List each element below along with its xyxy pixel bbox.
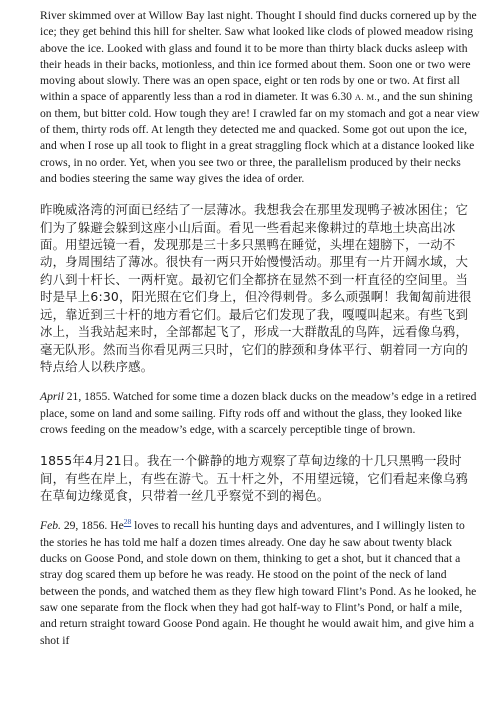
- entry-1-chinese: 昨晚威洛湾的河面已经结了一层薄冰。我想我会在那里发现鸭子被冰困住；它们为了躲避会躲到这座小山后面。看见一些看起来像耕过的草地土块高出冰面。用望远镜一看，发现那是三十多只黑鸭在睡觉，头埋在翅膀下，一动不动，身周围结了薄冰。很快有一两只开始慢慢活动。那里有一片开阔水域，大约八到十杆长、一两杆宽。最初它们全都挤在显然不到一杆直径的空间里。当时是早上6:30，阳光照在它们身上，但冷得刺骨。多么顽强啊！我匍匐前进很远，靠近到三十杆的地方看它们。最后它们发现了我，嘎嘎叫起来。有些飞到冰上，当我站起来时，全部都起飞了，形成一大群散乱的鸟阵，远看像乌鸦，毫无队形。然而当你看见两三只时，它们的脖颈和身体平行、朝着同一方向的特点给人以秩序感。: [40, 202, 472, 374]
- time-abbreviation: A. M.: [354, 92, 377, 103]
- entry-1-english-part-1: River skimmed over at Willow Bay last night. Thought I should find ducks cornered up by the ice; they get behind this hill for shelter. Saw what looked like clods of plowed meadow rising above the ice. Looked with glass and found it to be more than thirty black ducks asleep with their heads in their backs, motionless, and thin ice formed about them. Soon one or two were moving about slowly. There was an open space, eight or ten rods by one or two. At first all within a space of apparently less than a rod in diameter. It was 6.30: [40, 9, 477, 104]
- entry-3-date: Feb.: [40, 519, 61, 533]
- entry-2-chinese: 1855年4月21日。我在一个僻静的地方观察了草甸边缘的十几只黑鸭一段时间，有些在岸上，有些在游弋。五十杆之外，不用望远镜，它们看起来像乌鸦在草甸边缘觅食，只带着一丝几乎察觉不到的褐色。: [40, 453, 469, 504]
- entry-3-english: [40, 518, 480, 648]
- footnote-link[interactable]: 28: [123, 517, 132, 527]
- entry-2-english: [40, 389, 480, 438]
- entry-1-english: [40, 8, 480, 187]
- entry-1-english-part-2: , and the sun shining on them, but bitter cold. How tough they are! I crawled far on my stomach and got a near view of them, thirty rods off. At length they detected me and quacked. Some got out upon the ice, and when I rose up all took to flight in a great straggling flock which at a distance looked like crows, in no order. Yet, when you see two or three, the parallelism produced by their necks and bodies steering the same way gives the idea of order.: [40, 90, 480, 185]
- entry-2-english-text: 21, 1855. Watched for some time a dozen black ducks on the meadow’s edge in a retired place, some on land and some sailing. Fifty rods off and without the glass, they looked like crows feeding on the meadow’s edge, with a scarcely perceptible tinge of brown.: [40, 390, 477, 436]
- entry-3-english-part-1: 29, 1856. He: [60, 519, 124, 533]
- entry-3-english-part-2: loves to recall his hunting days and adventures, and I willingly listen to the stories he has told me half a dozen times already. One day he saw about twenty black ducks on Goose Pond, and stole down on them, thinking to get a shot, but it chanced that a stray dog scared them up before he was ready. He stood on the point of the neck of land between the ponds, and watched them as they flew high toward Flint’s Pond. As he looked, he saw one separate from the flock when they had got half-way to Flint’s Pond, or half a mile, and return straight toward Goose Pond again. He thought he would await him, and give him a shot if: [40, 519, 477, 647]
- entry-2-date: April: [40, 390, 64, 404]
